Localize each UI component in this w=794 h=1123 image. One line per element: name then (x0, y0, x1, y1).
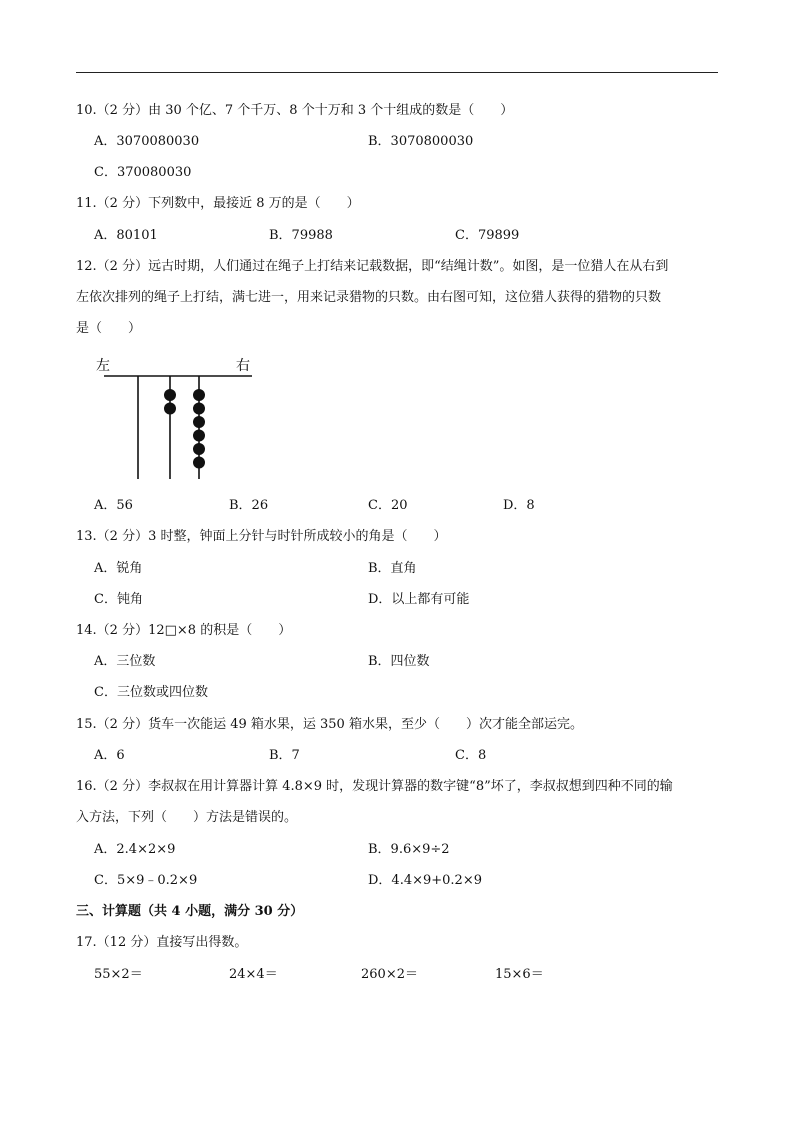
question-15-option-c[interactable]: C．8 (455, 748, 487, 763)
question-17-item-2: 24×4＝ (229, 967, 278, 982)
question-14-stem: 14.（2 分）12□×8 的积是（ ） (76, 623, 292, 638)
question-12-option-b[interactable]: B．26 (229, 498, 269, 513)
rope-2-knot-1 (164, 389, 176, 401)
question-17-stem: 17.（12 分）直接写出得数。 (76, 935, 248, 950)
question-16-stem-line-2: 入方法，下列（ ）方法是错误的。 (76, 810, 298, 825)
question-12-option-a[interactable]: A．56 (94, 498, 133, 513)
question-16-option-d[interactable]: D．4.4×9+0.2×9 (368, 873, 482, 888)
question-17-item-4: 15×6＝ (495, 967, 544, 982)
question-10-option-a[interactable]: A．3070080030 (94, 134, 200, 149)
rope-3-knot-2 (193, 403, 205, 415)
question-13-option-d[interactable]: D．以上都有可能 (368, 592, 470, 607)
question-13-option-a[interactable]: A．锐角 (94, 561, 143, 576)
question-14-option-a[interactable]: A．三位数 (94, 654, 156, 669)
question-10-option-c[interactable]: C．370080030 (94, 165, 192, 180)
header-rule (76, 72, 718, 73)
question-15-option-a[interactable]: A．6 (94, 748, 125, 763)
question-17-item-1: 55×2＝ (94, 967, 143, 982)
question-15-stem: 15.（2 分）货车一次能运 49 箱水果，运 350 箱水果，至少（ ）次才能全部运完。 (76, 717, 583, 732)
question-11-option-c[interactable]: C．79899 (455, 228, 520, 243)
rope-2-knot-2 (164, 403, 176, 415)
question-13-option-c[interactable]: C．钝角 (94, 592, 143, 607)
question-10-stem: 10.（2 分）由 30 个亿、7 个千万、8 个十万和 3 个十组成的数是（ ） (76, 103, 514, 118)
question-13-stem: 13.（2 分）3 时整，钟面上分针与时针所成较小的角是（ ） (76, 529, 447, 544)
rope-3-knot-3 (193, 416, 205, 428)
question-12-stem-line-1: 12.（2 分）远古时期，人们通过在绳子上打结来记载数据，即“结绳计数”。如图，是一位猎人在从右到 (76, 259, 669, 274)
section-3-title: 三、计算题（共 4 小题，满分 30 分） (76, 904, 304, 919)
knot-counting-figure (90, 350, 260, 485)
figure-right-label: 右 (236, 358, 250, 374)
question-10-option-b[interactable]: B．3070800030 (368, 134, 474, 149)
question-13-option-b[interactable]: B．直角 (368, 561, 417, 576)
question-11-option-a[interactable]: A．80101 (94, 228, 158, 243)
rope-3-knot-1 (193, 389, 205, 401)
question-16-option-c[interactable]: C．5×9﹣0.2×9 (94, 873, 198, 888)
question-15-option-b[interactable]: B．7 (269, 748, 300, 763)
question-11-option-b[interactable]: B．79988 (269, 228, 333, 243)
rope-3-knot-5 (193, 443, 205, 455)
question-16-option-a[interactable]: A．2.4×2×9 (94, 842, 176, 857)
question-12-stem-line-2: 左依次排列的绳子上打结，满七进一，用来记录猎物的只数。由右图可知，这位猎人获得的猎物的只数 (76, 290, 662, 305)
question-16-option-b[interactable]: B．9.6×9÷2 (368, 842, 450, 857)
question-14-option-b[interactable]: B．四位数 (368, 654, 430, 669)
question-12-option-d[interactable]: D．8 (503, 498, 535, 513)
question-14-option-c[interactable]: C．三位数或四位数 (94, 685, 208, 700)
question-16-stem-line-1: 16.（2 分）李叔叔在用计算器计算 4.8×9 时，发现计算器的数字键“8”坏了，李叔叔想到四种不同的输 (76, 779, 673, 794)
rope-3-knot-6 (193, 457, 205, 469)
rope-3-knot-4 (193, 430, 205, 442)
question-17-item-3: 260×2＝ (361, 967, 418, 982)
question-12-option-c[interactable]: C．20 (368, 498, 408, 513)
question-12-stem-line-3: 是（ ） (76, 321, 142, 336)
figure-left-label: 左 (96, 358, 110, 374)
question-11-stem: 11.（2 分）下列数中，最接近 8 万的是（ ） (76, 196, 360, 211)
